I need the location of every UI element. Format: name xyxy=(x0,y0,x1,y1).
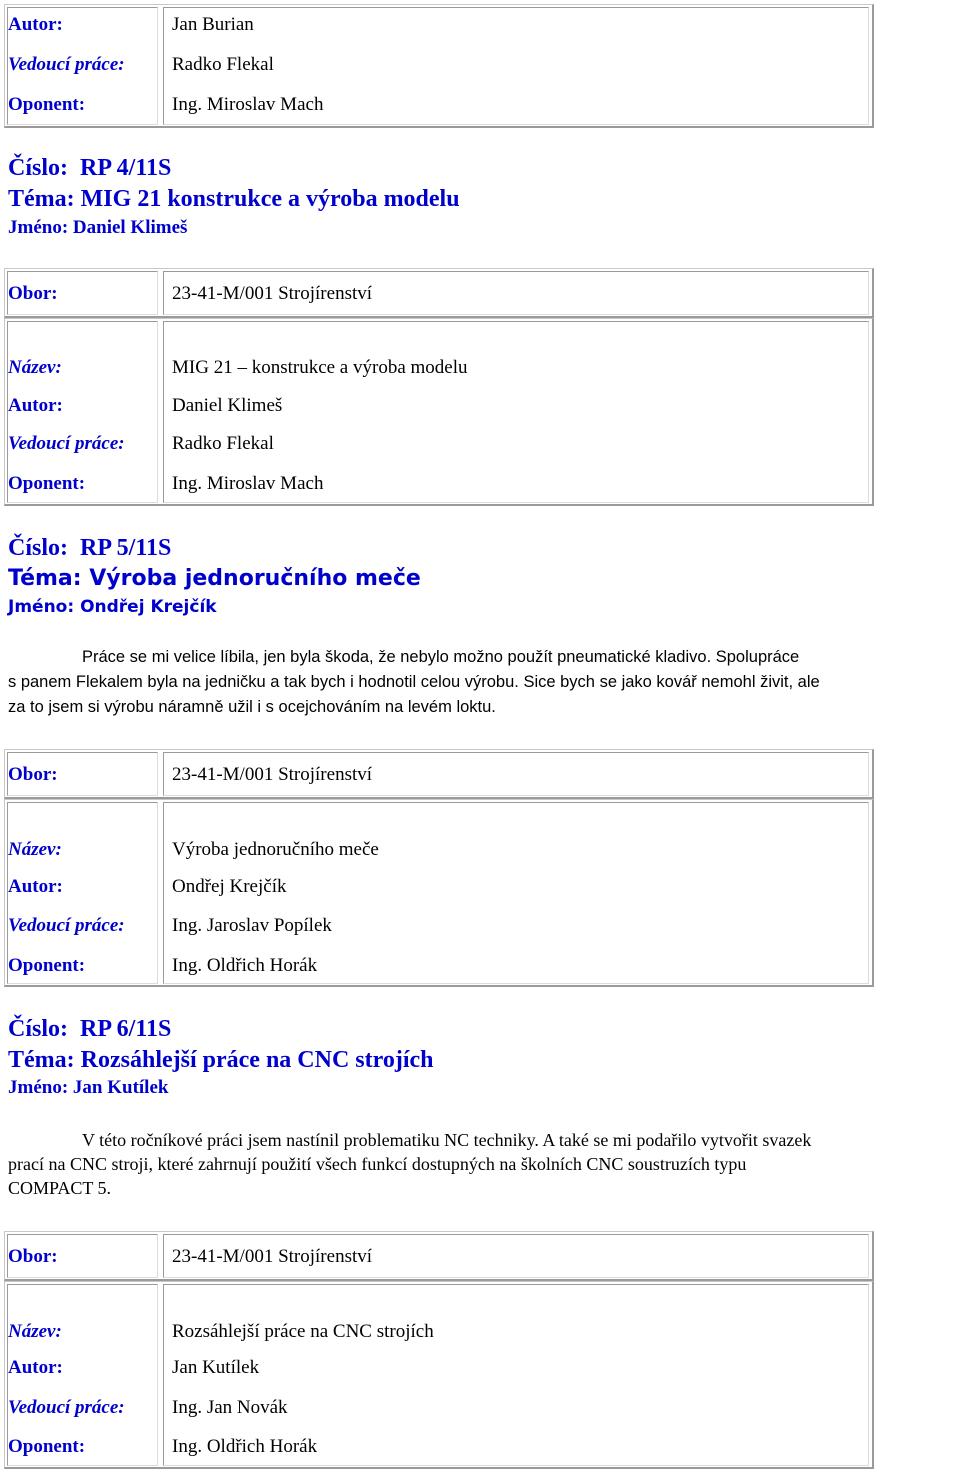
oponent-value: Ing. Miroslav Mach xyxy=(172,473,324,494)
autor-label: Autor: xyxy=(8,1357,63,1378)
rp4-obor-table xyxy=(4,268,874,318)
paragraph-line: za to jsem si výrobu náramně užil i s ocejchováním na levém loktu. xyxy=(8,698,496,716)
nazev-value: Rozsáhlejší práce na CNC strojích xyxy=(172,1321,434,1342)
vedouci-value: Ing. Jaroslav Popílek xyxy=(172,915,332,936)
rp6-tema xyxy=(8,1047,434,1074)
autor-value: Daniel Klimeš xyxy=(172,395,283,416)
vedouci-label: Vedoucí práce: xyxy=(8,433,125,454)
jmeno-label: Jméno: xyxy=(8,597,75,617)
obor-label: Obor: xyxy=(8,1246,58,1267)
tema-label: Téma: xyxy=(8,186,75,212)
rp4-tema xyxy=(8,186,460,213)
rp6-detail-table xyxy=(4,1281,874,1469)
rp5-obor-table xyxy=(4,749,874,799)
rp4-detail-table xyxy=(4,318,874,506)
rp4-jmeno xyxy=(8,217,187,239)
record-table-top xyxy=(4,4,874,128)
cislo-value: RP 6/11S xyxy=(80,1016,172,1042)
rp5-paragraph xyxy=(8,645,958,720)
paragraph-line: COMPACT 5. xyxy=(8,1178,112,1198)
paragraph-line: V této ročníkové práci jsem nastínil problematiku NC techniky. A také se mi podařilo vytvořit svazek xyxy=(82,1130,812,1150)
tema-label: Téma: xyxy=(8,1047,75,1073)
paragraph-line: Práce se mi velice líbila, jen byla škoda, že nebylo možno použít pneumatické kladivo. Spolupráce xyxy=(82,648,800,666)
jmeno-value: Jan Kutílek xyxy=(72,1077,169,1098)
jmeno-value: Daniel Klimeš xyxy=(72,217,188,238)
cislo-label: Číslo: xyxy=(8,1016,68,1042)
nazev-value: Výroba jednoručního meče xyxy=(172,839,379,860)
oponent-label: Oponent: xyxy=(8,94,86,115)
nazev-label: Název: xyxy=(8,839,62,860)
rp6-cislo xyxy=(8,1016,171,1043)
autor-value: Jan Burian xyxy=(172,14,254,35)
obor-value: 23-41-M/001 Strojírenství xyxy=(172,1246,373,1267)
vedouci-label: Vedoucí práce: xyxy=(8,54,125,75)
autor-value: Jan Kutílek xyxy=(172,1357,260,1378)
rp5-tema xyxy=(8,566,421,591)
autor-label: Autor: xyxy=(8,395,63,416)
obor-label: Obor: xyxy=(8,283,58,304)
oponent-label: Oponent: xyxy=(8,955,86,976)
oponent-value: Ing. Miroslav Mach xyxy=(172,94,324,115)
tema-label: Téma: xyxy=(8,566,82,591)
vedouci-value: Radko Flekal xyxy=(172,433,274,454)
autor-label: Autor: xyxy=(8,14,63,35)
oponent-label: Oponent: xyxy=(8,1436,86,1457)
vedouci-label: Vedoucí práce: xyxy=(8,915,125,936)
cislo-label: Číslo: xyxy=(8,155,68,181)
jmeno-value: Ondřej Krejčík xyxy=(80,597,217,617)
tema-value: MIG 21 konstrukce a výroba modelu xyxy=(80,186,460,212)
rp6-obor-table xyxy=(4,1231,874,1281)
tema-value: Výroba jednoručního meče xyxy=(89,566,421,591)
paragraph-line: s panem Flekalem byla na jedničku a tak bych i hodnotil celou výrobu. Sice bych se jako kovář nemohl živit, ale xyxy=(8,673,820,691)
cislo-label: Číslo: xyxy=(8,535,68,561)
obor-value: 23-41-M/001 Strojírenství xyxy=(172,283,373,304)
rp6-paragraph xyxy=(8,1128,958,1200)
paragraph-line: prací na CNC stroji, které zahrnují použití všech funkcí dostupných na školních CNC soustruzích typu xyxy=(8,1154,747,1174)
oponent-value: Ing. Oldřich Horák xyxy=(172,1436,318,1457)
nazev-label: Název: xyxy=(8,357,62,378)
cislo-value: RP 5/11S xyxy=(80,535,172,561)
autor-label: Autor: xyxy=(8,876,63,897)
cislo-value: RP 4/11S xyxy=(80,155,172,181)
jmeno-label: Jméno: xyxy=(8,217,69,238)
rp5-cislo xyxy=(8,535,171,562)
rp5-detail-table xyxy=(4,799,874,987)
oponent-value: Ing. Oldřich Horák xyxy=(172,955,318,976)
rp5-jmeno xyxy=(8,597,217,617)
rp4-cislo xyxy=(8,155,171,182)
nazev-label: Název: xyxy=(8,1321,62,1342)
vedouci-label: Vedoucí práce: xyxy=(8,1397,125,1418)
tema-value: Rozsáhlejší práce na CNC strojích xyxy=(80,1047,434,1073)
obor-value: 23-41-M/001 Strojírenství xyxy=(172,764,373,785)
obor-label: Obor: xyxy=(8,764,58,785)
nazev-value: MIG 21 – konstrukce a výroba modelu xyxy=(172,357,468,378)
vedouci-value: Ing. Jan Novák xyxy=(172,1397,288,1418)
jmeno-label: Jméno: xyxy=(8,1077,69,1098)
oponent-label: Oponent: xyxy=(8,473,86,494)
autor-value: Ondřej Krejčík xyxy=(172,876,287,897)
vedouci-value: Radko Flekal xyxy=(172,54,274,75)
rp6-jmeno xyxy=(8,1077,168,1099)
